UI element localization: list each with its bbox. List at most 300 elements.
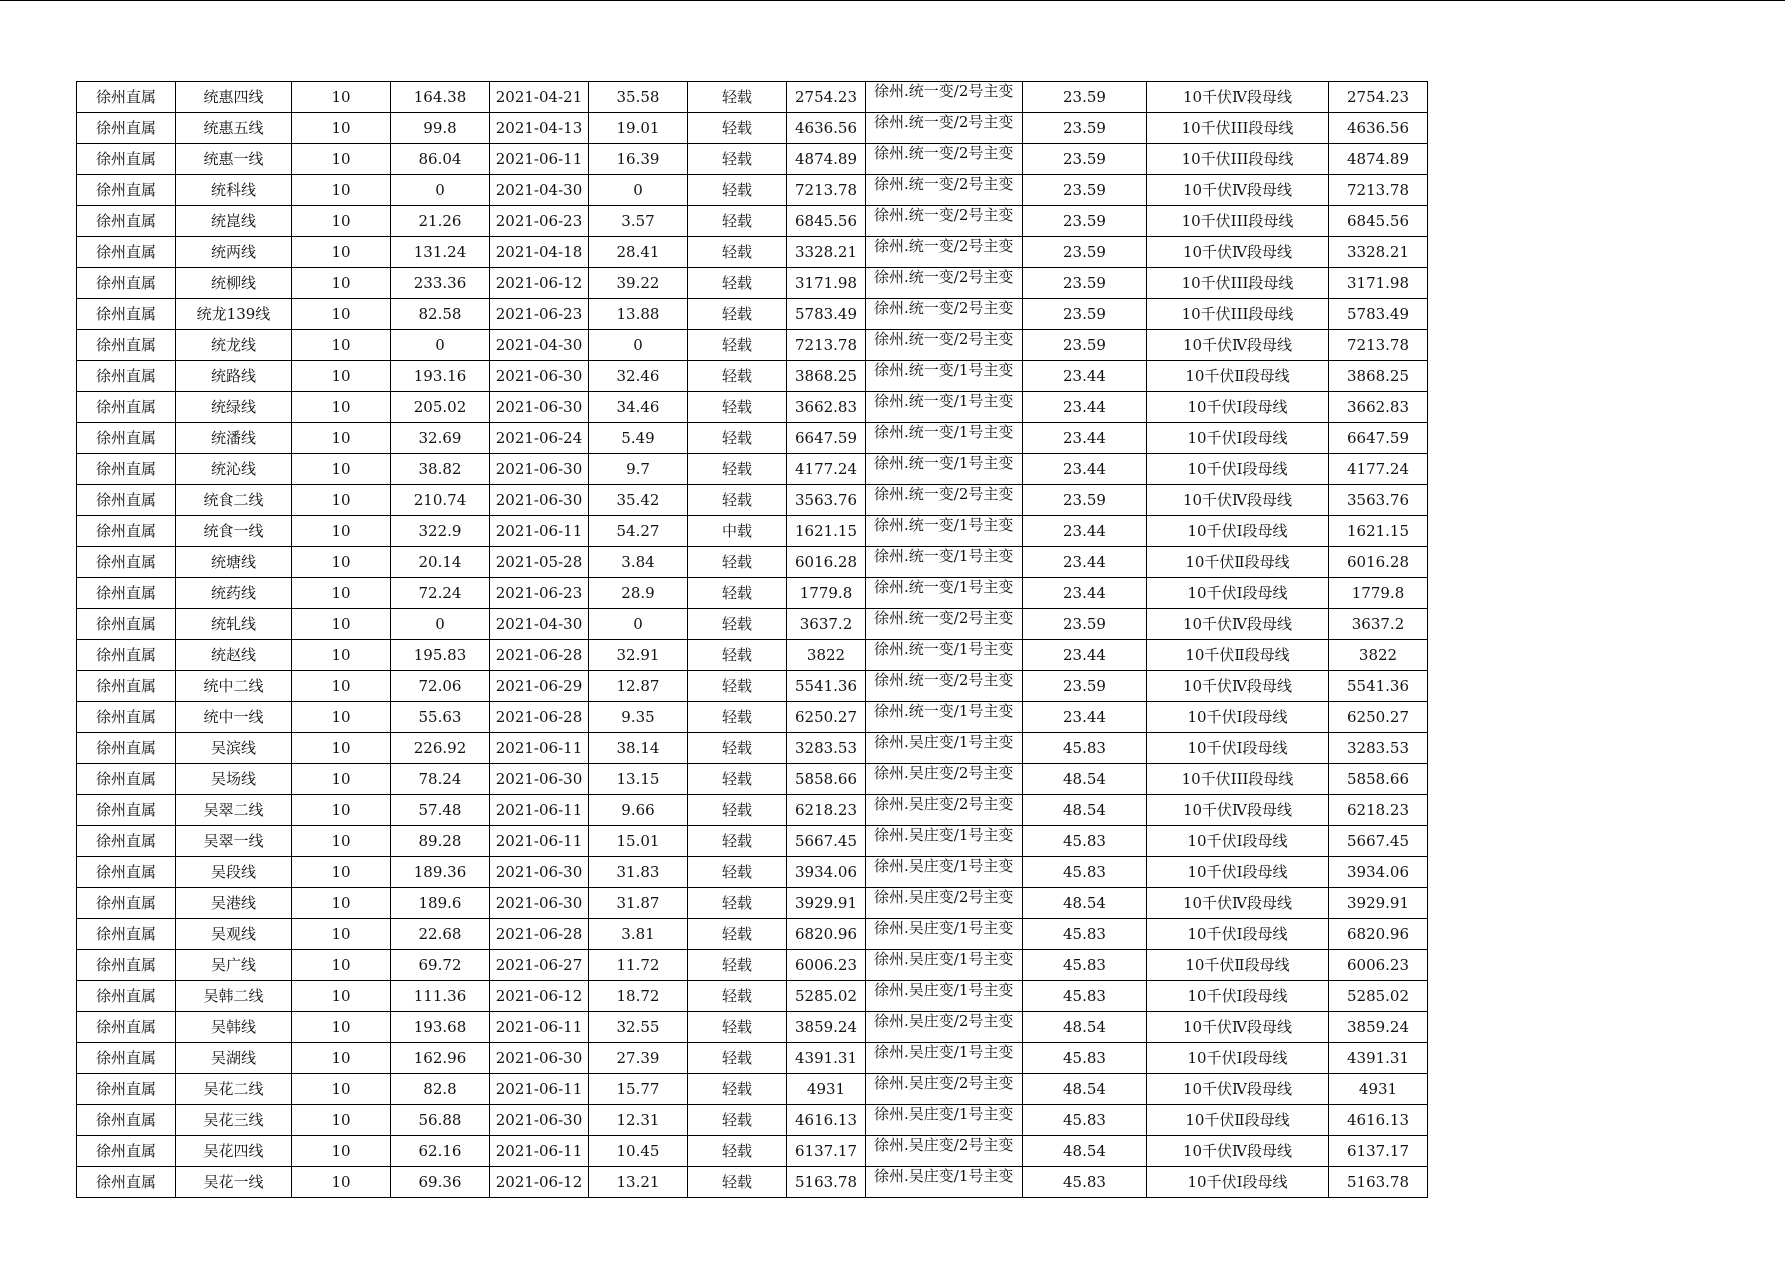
status-cell: 轻载 <box>688 888 787 919</box>
load-value-cell: 22.68 <box>391 919 490 950</box>
line-cell: 吴花四线 <box>176 1136 292 1167</box>
bus-cell: 10千伏III段母线 <box>1147 144 1329 175</box>
status-cell: 轻载 <box>688 1136 787 1167</box>
substation-text: 徐州.吴庄变/2号主变 <box>874 1136 1014 1154</box>
load-value-cell: 189.36 <box>391 857 490 888</box>
substation-cell <box>866 888 1023 919</box>
base-value-cell: 48.54 <box>1023 795 1147 826</box>
bus-cell: 10千伏Ⅰ段母线 <box>1147 919 1329 950</box>
line-cell: 吴场线 <box>176 764 292 795</box>
substation-text: 徐州.统一变/1号主变 <box>874 640 1014 658</box>
load-value-cell: 195.83 <box>391 640 490 671</box>
status-cell: 中载 <box>688 516 787 547</box>
base-value-cell: 23.59 <box>1023 609 1147 640</box>
bus-cell: 10千伏Ⅰ段母线 <box>1147 392 1329 423</box>
substation-text: 徐州.统一变/2号主变 <box>874 485 1014 503</box>
voltage-cell: 10 <box>292 1136 391 1167</box>
date-cell: 2021-06-11 <box>490 733 589 764</box>
rate-cell: 13.88 <box>589 299 688 330</box>
base-value-cell: 23.44 <box>1023 423 1147 454</box>
table-row <box>77 299 1428 330</box>
base-value-cell: 23.44 <box>1023 516 1147 547</box>
available-cell: 7213.78 <box>787 330 866 361</box>
company-cell: 徐州直属 <box>77 919 176 950</box>
voltage-cell: 10 <box>292 702 391 733</box>
voltage-cell: 10 <box>292 609 391 640</box>
capacity-cell: 5541.36 <box>1329 671 1428 702</box>
table-row <box>77 454 1428 485</box>
bus-cell: 10千伏Ⅰ段母线 <box>1147 578 1329 609</box>
bus-cell: 10千伏Ⅳ段母线 <box>1147 1012 1329 1043</box>
rate-cell: 19.01 <box>589 113 688 144</box>
base-value-cell: 45.83 <box>1023 1043 1147 1074</box>
substation-text: 徐州.统一变/1号主变 <box>874 361 1014 379</box>
date-cell: 2021-04-18 <box>490 237 589 268</box>
load-value-cell: 111.36 <box>391 981 490 1012</box>
company-cell: 徐州直属 <box>77 485 176 516</box>
rate-cell: 0 <box>589 609 688 640</box>
bus-cell: 10千伏III段母线 <box>1147 299 1329 330</box>
rate-cell: 0 <box>589 330 688 361</box>
table-row <box>77 919 1428 950</box>
date-cell: 2021-06-30 <box>490 361 589 392</box>
voltage-cell: 10 <box>292 175 391 206</box>
date-cell: 2021-06-11 <box>490 516 589 547</box>
substation-text: 徐州.统一变/1号主变 <box>874 516 1014 534</box>
capacity-cell: 4177.24 <box>1329 454 1428 485</box>
available-cell: 6006.23 <box>787 950 866 981</box>
base-value-cell: 48.54 <box>1023 764 1147 795</box>
substation-cell <box>866 1074 1023 1105</box>
date-cell: 2021-06-27 <box>490 950 589 981</box>
substation-text: 徐州.统一变/2号主变 <box>874 609 1014 627</box>
company-cell: 徐州直属 <box>77 733 176 764</box>
voltage-cell: 10 <box>292 764 391 795</box>
substation-text: 徐州.吴庄变/1号主变 <box>874 733 1014 751</box>
substation-text: 徐州.吴庄变/2号主变 <box>874 888 1014 906</box>
status-cell: 轻载 <box>688 547 787 578</box>
line-cell: 统绿线 <box>176 392 292 423</box>
substation-text: 徐州.统一变/2号主变 <box>874 299 1014 317</box>
date-cell: 2021-06-12 <box>490 268 589 299</box>
capacity-cell: 6820.96 <box>1329 919 1428 950</box>
capacity-cell: 3662.83 <box>1329 392 1428 423</box>
line-cell: 统食一线 <box>176 516 292 547</box>
table-row <box>77 516 1428 547</box>
table-row <box>77 485 1428 516</box>
table-row <box>77 82 1428 113</box>
base-value-cell: 45.83 <box>1023 826 1147 857</box>
company-cell: 徐州直属 <box>77 1012 176 1043</box>
base-value-cell: 45.83 <box>1023 981 1147 1012</box>
substation-cell <box>866 175 1023 206</box>
available-cell: 6845.56 <box>787 206 866 237</box>
table-row <box>77 175 1428 206</box>
base-value-cell: 23.44 <box>1023 547 1147 578</box>
date-cell: 2021-06-28 <box>490 702 589 733</box>
available-cell: 4636.56 <box>787 113 866 144</box>
substation-cell <box>866 1105 1023 1136</box>
substation-cell <box>866 1012 1023 1043</box>
bus-cell: 10千伏III段母线 <box>1147 206 1329 237</box>
substation-text: 徐州.统一变/1号主变 <box>874 454 1014 472</box>
status-cell: 轻载 <box>688 113 787 144</box>
status-cell: 轻载 <box>688 392 787 423</box>
bus-cell: 10千伏Ⅰ段母线 <box>1147 702 1329 733</box>
voltage-cell: 10 <box>292 516 391 547</box>
load-value-cell: 205.02 <box>391 392 490 423</box>
company-cell: 徐州直属 <box>77 609 176 640</box>
voltage-cell: 10 <box>292 857 391 888</box>
capacity-cell: 3283.53 <box>1329 733 1428 764</box>
base-value-cell: 23.59 <box>1023 113 1147 144</box>
bus-cell: 10千伏Ⅳ段母线 <box>1147 1136 1329 1167</box>
base-value-cell: 45.83 <box>1023 857 1147 888</box>
rate-cell: 31.87 <box>589 888 688 919</box>
data-table <box>76 81 1428 1198</box>
company-cell: 徐州直属 <box>77 795 176 826</box>
company-cell: 徐州直属 <box>77 1167 176 1198</box>
table-row <box>77 764 1428 795</box>
voltage-cell: 10 <box>292 113 391 144</box>
load-value-cell: 322.9 <box>391 516 490 547</box>
line-cell: 统潘线 <box>176 423 292 454</box>
table-row <box>77 640 1428 671</box>
status-cell: 轻载 <box>688 1012 787 1043</box>
substation-cell <box>866 299 1023 330</box>
capacity-cell: 3563.76 <box>1329 485 1428 516</box>
capacity-cell: 4874.89 <box>1329 144 1428 175</box>
load-value-cell: 210.74 <box>391 485 490 516</box>
capacity-cell: 5163.78 <box>1329 1167 1428 1198</box>
voltage-cell: 10 <box>292 1074 391 1105</box>
available-cell: 3563.76 <box>787 485 866 516</box>
substation-text: 徐州.统一变/2号主变 <box>874 144 1014 162</box>
base-value-cell: 48.54 <box>1023 888 1147 919</box>
date-cell: 2021-06-11 <box>490 1074 589 1105</box>
capacity-cell: 4391.31 <box>1329 1043 1428 1074</box>
capacity-cell: 6647.59 <box>1329 423 1428 454</box>
date-cell: 2021-04-30 <box>490 609 589 640</box>
line-cell: 吴观线 <box>176 919 292 950</box>
base-value-cell: 23.44 <box>1023 702 1147 733</box>
capacity-cell: 5285.02 <box>1329 981 1428 1012</box>
load-value-cell: 0 <box>391 609 490 640</box>
rate-cell: 3.57 <box>589 206 688 237</box>
voltage-cell: 10 <box>292 361 391 392</box>
bus-cell: 10千伏Ⅰ段母线 <box>1147 516 1329 547</box>
table-row <box>77 1105 1428 1136</box>
available-cell: 4874.89 <box>787 144 866 175</box>
rate-cell: 39.22 <box>589 268 688 299</box>
load-value-cell: 57.48 <box>391 795 490 826</box>
status-cell: 轻载 <box>688 237 787 268</box>
line-cell: 吴翠二线 <box>176 795 292 826</box>
table-row <box>77 268 1428 299</box>
capacity-cell: 7213.78 <box>1329 175 1428 206</box>
capacity-cell: 6250.27 <box>1329 702 1428 733</box>
line-cell: 统柳线 <box>176 268 292 299</box>
substation-cell <box>866 423 1023 454</box>
available-cell: 6250.27 <box>787 702 866 733</box>
load-value-cell: 32.69 <box>391 423 490 454</box>
capacity-cell: 2754.23 <box>1329 82 1428 113</box>
bus-cell: 10千伏III段母线 <box>1147 113 1329 144</box>
substation-cell <box>866 733 1023 764</box>
line-cell: 吴韩线 <box>176 1012 292 1043</box>
status-cell: 轻载 <box>688 485 787 516</box>
voltage-cell: 10 <box>292 826 391 857</box>
substation-cell <box>866 764 1023 795</box>
substation-cell <box>866 609 1023 640</box>
date-cell: 2021-06-30 <box>490 1105 589 1136</box>
rate-cell: 32.91 <box>589 640 688 671</box>
available-cell: 1779.8 <box>787 578 866 609</box>
bus-cell: 10千伏Ⅱ段母线 <box>1147 1105 1329 1136</box>
date-cell: 2021-06-11 <box>490 144 589 175</box>
substation-cell <box>866 237 1023 268</box>
date-cell: 2021-04-30 <box>490 330 589 361</box>
status-cell: 轻载 <box>688 299 787 330</box>
available-cell: 5858.66 <box>787 764 866 795</box>
table-row <box>77 144 1428 175</box>
base-value-cell: 23.59 <box>1023 206 1147 237</box>
base-value-cell: 23.59 <box>1023 175 1147 206</box>
status-cell: 轻载 <box>688 454 787 485</box>
substation-cell <box>866 330 1023 361</box>
substation-text: 徐州.吴庄变/1号主变 <box>874 981 1014 999</box>
available-cell: 6647.59 <box>787 423 866 454</box>
status-cell: 轻载 <box>688 175 787 206</box>
voltage-cell: 10 <box>292 795 391 826</box>
load-value-cell: 0 <box>391 175 490 206</box>
load-value-cell: 164.38 <box>391 82 490 113</box>
line-cell: 吴翠一线 <box>176 826 292 857</box>
table-row <box>77 237 1428 268</box>
voltage-cell: 10 <box>292 888 391 919</box>
substation-cell <box>866 578 1023 609</box>
status-cell: 轻载 <box>688 82 787 113</box>
load-value-cell: 233.36 <box>391 268 490 299</box>
page-top-rule <box>0 0 1785 1</box>
substation-cell <box>866 1136 1023 1167</box>
base-value-cell: 23.59 <box>1023 82 1147 113</box>
base-value-cell: 48.54 <box>1023 1012 1147 1043</box>
available-cell: 3822 <box>787 640 866 671</box>
base-value-cell: 23.59 <box>1023 671 1147 702</box>
rate-cell: 35.58 <box>589 82 688 113</box>
rate-cell: 15.77 <box>589 1074 688 1105</box>
available-cell: 4616.13 <box>787 1105 866 1136</box>
load-value-cell: 78.24 <box>391 764 490 795</box>
load-value-cell: 62.16 <box>391 1136 490 1167</box>
bus-cell: 10千伏III段母线 <box>1147 764 1329 795</box>
date-cell: 2021-06-30 <box>490 392 589 423</box>
bus-cell: 10千伏Ⅳ段母线 <box>1147 609 1329 640</box>
substation-text: 徐州.统一变/2号主变 <box>874 330 1014 348</box>
line-cell: 统惠一线 <box>176 144 292 175</box>
substation-cell <box>866 919 1023 950</box>
capacity-cell: 3171.98 <box>1329 268 1428 299</box>
rate-cell: 32.55 <box>589 1012 688 1043</box>
substation-cell <box>866 950 1023 981</box>
substation-text: 徐州.统一变/1号主变 <box>874 702 1014 720</box>
date-cell: 2021-06-28 <box>490 919 589 950</box>
bus-cell: 10千伏Ⅰ段母线 <box>1147 1043 1329 1074</box>
line-cell: 吴花一线 <box>176 1167 292 1198</box>
substation-text: 徐州.统一变/2号主变 <box>874 237 1014 255</box>
bus-cell: 10千伏Ⅱ段母线 <box>1147 950 1329 981</box>
bus-cell: 10千伏Ⅰ段母线 <box>1147 423 1329 454</box>
company-cell: 徐州直属 <box>77 113 176 144</box>
company-cell: 徐州直属 <box>77 175 176 206</box>
rate-cell: 0 <box>589 175 688 206</box>
available-cell: 6820.96 <box>787 919 866 950</box>
voltage-cell: 10 <box>292 454 391 485</box>
table-row <box>77 1012 1428 1043</box>
voltage-cell: 10 <box>292 1012 391 1043</box>
rate-cell: 18.72 <box>589 981 688 1012</box>
date-cell: 2021-06-30 <box>490 857 589 888</box>
line-cell: 统龙线 <box>176 330 292 361</box>
date-cell: 2021-06-29 <box>490 671 589 702</box>
load-value-cell: 56.88 <box>391 1105 490 1136</box>
date-cell: 2021-04-21 <box>490 82 589 113</box>
voltage-cell: 10 <box>292 268 391 299</box>
rate-cell: 15.01 <box>589 826 688 857</box>
substation-cell <box>866 485 1023 516</box>
bus-cell: 10千伏Ⅳ段母线 <box>1147 795 1329 826</box>
substation-text: 徐州.统一变/1号主变 <box>874 423 1014 441</box>
rate-cell: 27.39 <box>589 1043 688 1074</box>
date-cell: 2021-06-11 <box>490 826 589 857</box>
substation-text: 徐州.统一变/1号主变 <box>874 392 1014 410</box>
available-cell: 3662.83 <box>787 392 866 423</box>
status-cell: 轻载 <box>688 702 787 733</box>
substation-cell <box>866 516 1023 547</box>
table-row <box>77 795 1428 826</box>
capacity-cell: 5783.49 <box>1329 299 1428 330</box>
available-cell: 5285.02 <box>787 981 866 1012</box>
substation-text: 徐州.吴庄变/2号主变 <box>874 1012 1014 1030</box>
capacity-cell: 3328.21 <box>1329 237 1428 268</box>
substation-text: 徐州.统一变/2号主变 <box>874 175 1014 193</box>
available-cell: 3637.2 <box>787 609 866 640</box>
available-cell: 5163.78 <box>787 1167 866 1198</box>
line-cell: 统轧线 <box>176 609 292 640</box>
table-row <box>77 702 1428 733</box>
available-cell: 5783.49 <box>787 299 866 330</box>
voltage-cell: 10 <box>292 1105 391 1136</box>
substation-cell <box>866 82 1023 113</box>
table-row <box>77 1167 1428 1198</box>
status-cell: 轻载 <box>688 206 787 237</box>
bus-cell: 10千伏Ⅱ段母线 <box>1147 547 1329 578</box>
rate-cell: 13.21 <box>589 1167 688 1198</box>
substation-text: 徐州.统一变/2号主变 <box>874 671 1014 689</box>
available-cell: 2754.23 <box>787 82 866 113</box>
company-cell: 徐州直属 <box>77 640 176 671</box>
company-cell: 徐州直属 <box>77 1043 176 1074</box>
table-body <box>77 82 1428 1198</box>
company-cell: 徐州直属 <box>77 1105 176 1136</box>
load-value-cell: 82.8 <box>391 1074 490 1105</box>
table-row <box>77 547 1428 578</box>
voltage-cell: 10 <box>292 919 391 950</box>
capacity-cell: 4636.56 <box>1329 113 1428 144</box>
load-value-cell: 72.06 <box>391 671 490 702</box>
base-value-cell: 45.83 <box>1023 950 1147 981</box>
rate-cell: 54.27 <box>589 516 688 547</box>
voltage-cell: 10 <box>292 640 391 671</box>
substation-text: 徐州.吴庄变/1号主变 <box>874 1043 1014 1061</box>
voltage-cell: 10 <box>292 547 391 578</box>
rate-cell: 13.15 <box>589 764 688 795</box>
substation-cell <box>866 392 1023 423</box>
bus-cell: 10千伏Ⅱ段母线 <box>1147 361 1329 392</box>
bus-cell: 10千伏Ⅰ段母线 <box>1147 1167 1329 1198</box>
status-cell: 轻载 <box>688 981 787 1012</box>
substation-cell <box>866 795 1023 826</box>
table-row <box>77 857 1428 888</box>
capacity-cell: 3637.2 <box>1329 609 1428 640</box>
substation-cell <box>866 671 1023 702</box>
bus-cell: 10千伏Ⅳ段母线 <box>1147 330 1329 361</box>
bus-cell: 10千伏Ⅰ段母线 <box>1147 981 1329 1012</box>
line-cell: 统中一线 <box>176 702 292 733</box>
date-cell: 2021-06-11 <box>490 1012 589 1043</box>
load-value-cell: 131.24 <box>391 237 490 268</box>
voltage-cell: 10 <box>292 981 391 1012</box>
rate-cell: 12.31 <box>589 1105 688 1136</box>
status-cell: 轻载 <box>688 1043 787 1074</box>
capacity-cell: 3822 <box>1329 640 1428 671</box>
rate-cell: 12.87 <box>589 671 688 702</box>
status-cell: 轻载 <box>688 423 787 454</box>
bus-cell: 10千伏Ⅳ段母线 <box>1147 888 1329 919</box>
status-cell: 轻载 <box>688 1167 787 1198</box>
company-cell: 徐州直属 <box>77 981 176 1012</box>
rate-cell: 38.14 <box>589 733 688 764</box>
status-cell: 轻载 <box>688 857 787 888</box>
substation-text: 徐州.吴庄变/2号主变 <box>874 795 1014 813</box>
table-row <box>77 1074 1428 1105</box>
rate-cell: 34.46 <box>589 392 688 423</box>
company-cell: 徐州直属 <box>77 857 176 888</box>
status-cell: 轻载 <box>688 1105 787 1136</box>
available-cell: 1621.15 <box>787 516 866 547</box>
load-value-cell: 193.68 <box>391 1012 490 1043</box>
load-value-cell: 69.36 <box>391 1167 490 1198</box>
line-cell: 吴花三线 <box>176 1105 292 1136</box>
substation-cell <box>866 981 1023 1012</box>
load-value-cell: 99.8 <box>391 113 490 144</box>
base-value-cell: 23.59 <box>1023 268 1147 299</box>
capacity-cell: 5858.66 <box>1329 764 1428 795</box>
company-cell: 徐州直属 <box>77 82 176 113</box>
line-cell: 统塘线 <box>176 547 292 578</box>
base-value-cell: 45.83 <box>1023 919 1147 950</box>
base-value-cell: 45.83 <box>1023 1105 1147 1136</box>
date-cell: 2021-06-30 <box>490 454 589 485</box>
company-cell: 徐州直属 <box>77 1074 176 1105</box>
company-cell: 徐州直属 <box>77 826 176 857</box>
table-row <box>77 330 1428 361</box>
bus-cell: 10千伏Ⅰ段母线 <box>1147 857 1329 888</box>
date-cell: 2021-04-13 <box>490 113 589 144</box>
rate-cell: 35.42 <box>589 485 688 516</box>
status-cell: 轻载 <box>688 330 787 361</box>
